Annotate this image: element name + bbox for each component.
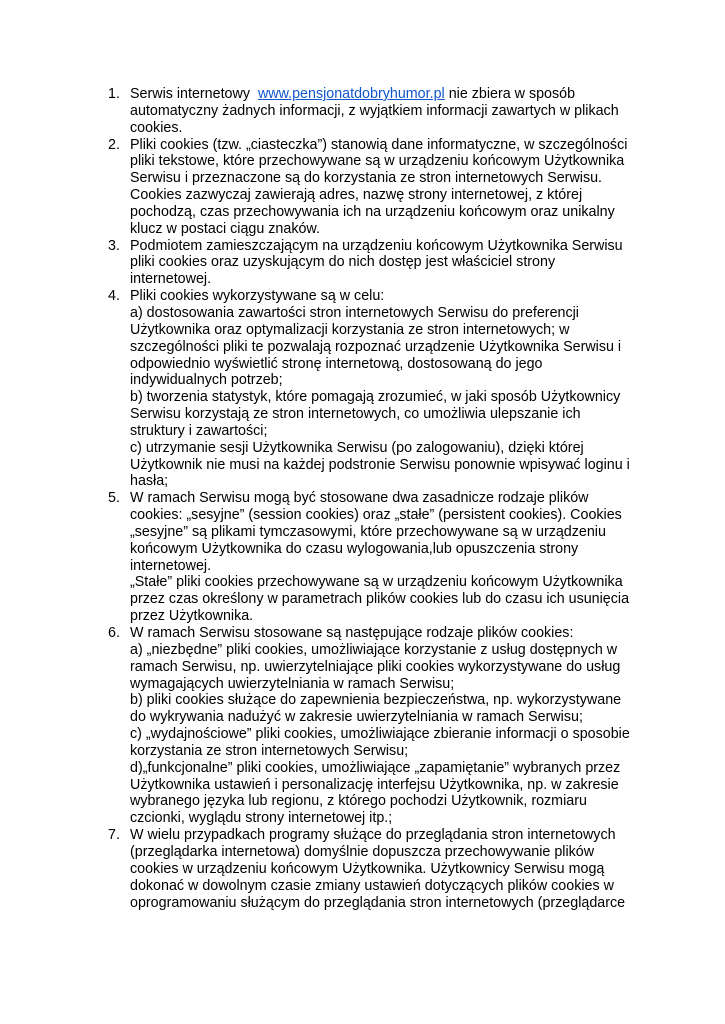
item-number: 5.	[108, 490, 120, 507]
paragraph: W ramach Serwisu stosowane są następujące rodzaje plików cookies:	[130, 625, 574, 641]
item-number: 3.	[108, 237, 120, 254]
paragraph: a) dostosowania zawartości stron internetowych Serwisu do preferencji Użytkownika oraz optymalizacji korzystania ze stron internetowych; w szczególności pliki te pozwalają rozpoznać urządzenie Użytkownika Serwisu i odpowiednio wyświetlić stronę internetową, dostosowaną do jego indywidualnych potrzeb;	[130, 304, 622, 389]
website-link[interactable]: www.pensjonatdobryhumor.pl	[257, 86, 445, 102]
item-number: 1.	[108, 86, 120, 102]
paragraph: a) „niezbędne” pliki cookies, umożliwiające korzystanie z usług dostępnych w ramach Serwisu, np. uwierzytelniające pliki cookies wykorzystywane do usług wymagających uwierzytelniania w ramach Serwisu;	[130, 641, 621, 692]
item-number: 4.	[108, 288, 120, 305]
paragraph: Pliki cookies wykorzystywane są w celu:	[130, 288, 385, 305]
paragraph: W ramach Serwisu mogą być stosowane dwa zasadnicze rodzaje plików cookies: „sesyjne” (session cookies) oraz „stałe” (persistent cookies). Cookies „sesyjne” są plikami tymczasowymi, które przechowywane są w urządzeniu końcowym Użytkownika do czasu wylogowania,lub opuszczenia strony internetowej.	[130, 490, 622, 574]
paragraph: c) „wydajnościowe” pliki cookies, umożliwiające zbieranie informacji o sposobie korzystania ze stron internetowych Serwisu;	[130, 726, 630, 759]
list-item-4	[108, 288, 638, 490]
item-number: 7.	[108, 827, 120, 844]
paragraph: „Stałe” pliki cookies przechowywane są w urządzeniu końcowym Użytkownika przez czas określony w parametrach plików cookies lub do czasu ich usunięcia przez Użytkownika.	[130, 574, 630, 625]
list-item-2	[108, 137, 638, 238]
paragraph: c) utrzymanie sesji Użytkownika Serwisu (po zalogowaniu), dzięki której Użytkownik nie musi na każdej podstronie Serwisu ponownie wpisywać loginu i hasła;	[130, 439, 630, 490]
list-item-3	[108, 238, 638, 289]
cookies-policy-list	[108, 86, 638, 911]
list-item-5	[108, 490, 638, 625]
item-number: 6.	[108, 625, 120, 641]
paragraph: Pliki cookies (tzw. „ciasteczka”) stanowią dane informatyczne, w szczególności pliki tekstowe, które przechowywane są w urządzeniu końcowym Użytkownika Serwisu i przeznaczone są do korzystania ze stron internetowych Serwisu.	[130, 136, 628, 187]
paragraph: d)„funkcjonalne” pliki cookies, umożliwiające „zapamiętanie” wybranych przez Użytkownika ustawień i personalizację interfejsu Użytkownika, np. w zakresie wybranego języka lub regionu, z którego pochodzi Użytkownik, rozmiaru czcionki, wyglądu strony internetowej itp.;	[130, 759, 621, 827]
item-text-tail: nie zbiera w sposób automatyczny żadnych informacji, z wyjątkiem informacji zawartych w plikach cookies.	[130, 86, 619, 136]
item-text-lead: Serwis internetowy	[130, 86, 250, 102]
item-number: 2.	[108, 136, 120, 153]
paragraph: b) pliki cookies służące do zapewnienia bezpieczeństwa, np. wykorzystywane do wykrywania nadużyć w zakresie uwierzytelniania w ramach Serwisu;	[130, 692, 622, 726]
paragraph: b) tworzenia statystyk, które pomagają zrozumieć, w jaki sposób Użytkownicy Serwisu korzystają ze stron internetowych, co umożliwia ulepszanie ich struktury i zawartości;	[130, 389, 621, 439]
paragraph: Cookies zazwyczaj zawierają adres, nazwę strony internetowej, z której pochodzą, czas przechowywania ich na urządzeniu końcowym oraz unikalny klucz w postaci ciągu znaków.	[130, 187, 615, 237]
list-item-6	[108, 625, 638, 827]
paragraph: Podmiotem zamieszczającym na urządzeniu końcowym Użytkownika Serwisu pliki cookies oraz uzyskującym do nich dostęp jest właściciel strony internetowej.	[130, 237, 623, 288]
list-item-7	[108, 827, 638, 911]
list-item-1	[108, 86, 638, 137]
paragraph: W wielu przypadkach programy służące do przeglądania stron internetowych (przeglądarka internetowa) domyślnie dopuszcza przechowywanie plików cookies w urządzeniu końcowym Użytkownika. Użytkownicy Serwisu mogą dokonać w dowolnym czasie zmiany ustawień dotyczących plików cookies w oprogramowaniu służącym do przeglądania stron internetowych (przeglądarce	[130, 827, 626, 911]
